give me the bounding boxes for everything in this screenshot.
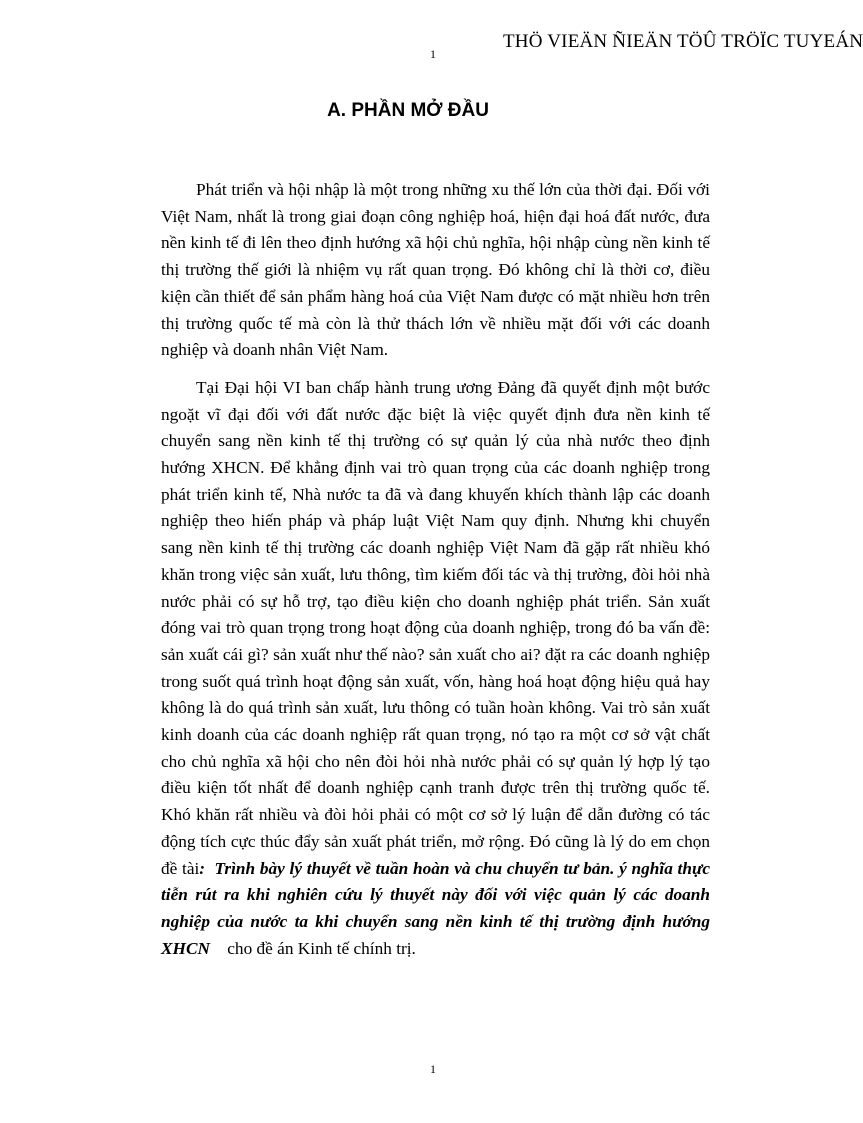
paragraph-intro: Phát triển và hội nhập là một trong những xu thế lớn của thời đại. Đối với Việt Nam, nhất là trong giai đoạn công nghiệp hoá, hiện đại hoá đất nước, đưa nền kinh tế đi lên theo định hướng xã hội chủ nghĩa, hội nhập cùng nền kinh tế thị trường thế giới là nhiệm vụ rất quan trọng. Đó không chỉ là thời cơ, điều kiện cần thiết để sản phẩm hàng hoá của Việt Nam được có mặt nhiều hơn trên thị trường quốc tế mà còn là thử thách lớn về nhiều mặt đối với các doanh nghiệp và doanh nhân Việt Nam. [161,180,710,360]
document-body [161,177,710,973]
paragraph-background-lead: Tại Đại hội VI ban chấp hành trung ương Đảng đã quyết định một bước ngoặt vĩ đại đối với đất nước đặc biệt là việc quyết định đưa nền kinh tế chuyển sang nền kinh tế thị trường có sự quản lý của nhà nước theo định hướng XHCN. Để khẳng định vai trò quan trọng của các doanh nghiệp trong phát triển kinh tế, Nhà nước ta đã và đang khuyến khích thành lập các doanh nghiệp theo hiến pháp và pháp luật Việt Nam quy định. Nhưng khi chuyển sang nền kinh tế thị trường các doanh nghiệp Việt Nam đã gặp rất nhiều khó khăn trong việc sản xuất, lưu thông, tìm kiếm đối tác và thị trường, đòi hỏi nhà nước phải có sự hỗ trợ, tạo điều kiện cho doanh nghiệp phát triển. Sản xuất đóng vai trò quan trọng trong hoạt động của doanh nghiệp, trong đó ba vấn đề: sản xuất cái gì? sản xuất như thế nào? sản xuất cho ai? đặt ra các doanh nghiệp trong suốt quá trình hoạt động sản xuất, vốn, hàng hoá hoạt động hiệu quả hay không là do quá trình sản xuất, lưu thông có tuần hoàn không. Vai trò sản xuất kinh doanh của các doanh nghiệp rất quan trọng, nó tạo ra một cơ sở vật chất cho chủ nghĩa xã hội cho nên đòi hỏi nhà nước phải có sự quản lý hợp lý tạo điều kiện tốt nhất để doanh nghiệp cạnh tranh được trên thị trường quốc tế. Khó khăn rất nhiều và đòi hỏi phải có một cơ sở lý luận để dẫn đường có tác động tích cực thúc đẩy sản xuất phát triển, mở rộng. Đó cũng là lý do em chọn đề tài [161,377,710,878]
section-heading: A. PHẦN MỞ ĐẦU [327,100,489,121]
header-page-number: 1 [430,47,436,61]
running-header-title: THÖ VIEÄN ÑIEÄN TÖÛ TRÖÏC TUYEÁN [503,31,863,52]
footer-page-number: 1 [430,1062,436,1076]
paragraph-background [161,375,710,962]
thesis-title: Trình bày lý thuyết về tuần hoàn và chu chuyển tư bản. ý nghĩa thực tiễn rút ra khi nghiên cứu lý thuyết này đối với việc quản lý các doanh nghiệp của nước ta khi chuyển sang nền kinh tế thị trường định hướng XHCN [161,858,710,958]
paragraph-background-tail: cho đề án Kinh tế chính trị. [227,938,416,958]
topic-colon: : [199,858,206,878]
